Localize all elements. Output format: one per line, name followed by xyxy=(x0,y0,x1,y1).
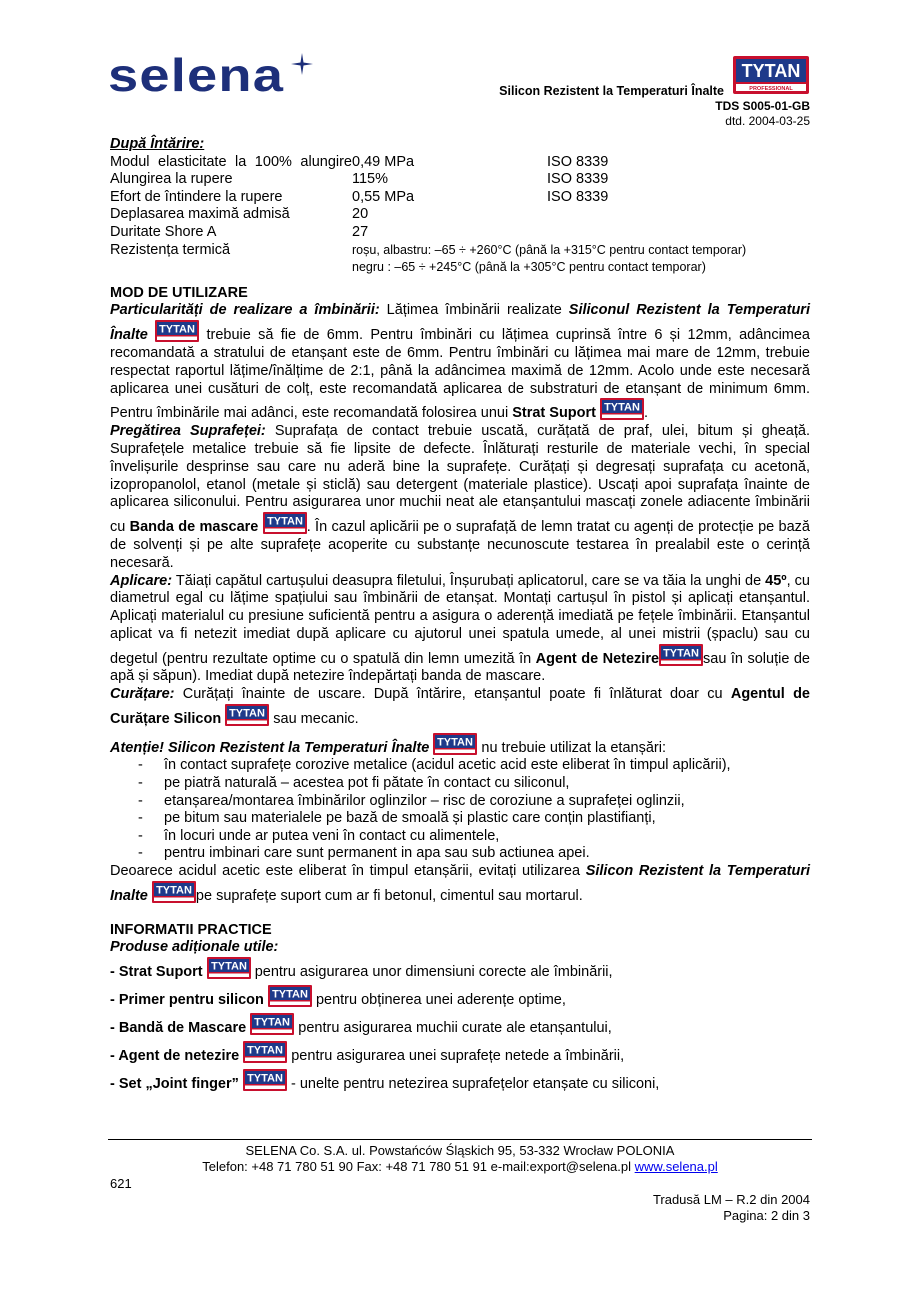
thermal-line-2: negru : –65 ÷ +245°C (până la +305°C pentru contact temporar) xyxy=(352,260,706,275)
practical-subheading: Produse adiționale utile: xyxy=(110,939,279,956)
apply-paragraph xyxy=(110,573,810,687)
warning-text: nu trebuie utilizat la etanșări: xyxy=(477,739,666,756)
table-row xyxy=(110,224,810,242)
apply-text-1: Tăiați capătul cartușului deasupra filetului, Înșurubați aplicatorul, care se va tăia la unghi de xyxy=(172,572,766,589)
prep-label: Pregătirea Suprafeței: xyxy=(110,423,266,440)
product-desc: pentru obținerea unei aderențe optime, xyxy=(311,991,566,1008)
page-number: Pagina: 2 din 3 xyxy=(723,1208,810,1223)
warning-label: Atenție! Silicon Rezistent la Temperaturi Înalte xyxy=(110,739,430,756)
footer-contact xyxy=(0,1159,920,1174)
clean-text-2: sau mecanic. xyxy=(269,711,359,728)
property-value: 115% xyxy=(352,171,389,188)
footer-company: SELENA Co. S.A. ul. Powstańców Śląskich 95, 53-332 Wrocław POLONIA xyxy=(245,1143,675,1158)
property-standard: ISO 8339 xyxy=(547,153,609,170)
document-date: dtd. 2004-03-25 xyxy=(725,114,810,128)
property-name: Deplasarea maximă admisă xyxy=(110,206,290,223)
tytan-logo-text: TYTAN xyxy=(741,61,801,81)
product-item xyxy=(110,1069,810,1097)
property-value: 0,49 MPa xyxy=(352,153,415,170)
product-desc: - unelte pentru netezirea suprafețelor etanșate cu siliconi, xyxy=(286,1075,660,1092)
joint-text-3: . xyxy=(644,405,649,422)
tytan-icon xyxy=(250,1013,294,1035)
property-name: Efort de întindere la rupere xyxy=(110,188,283,205)
selena-logo xyxy=(108,49,285,101)
apply-agent: Agent de Netezire xyxy=(535,650,660,667)
product-name: - Agent de netezire xyxy=(110,1047,240,1064)
property-value: 0,55 MPa xyxy=(352,188,415,205)
tytan-logo xyxy=(733,56,809,94)
property-value: 20 xyxy=(352,206,369,223)
product-item xyxy=(110,985,810,1013)
tytan-icon xyxy=(225,704,269,726)
joint-text-1: Lățimea îmbinării realizate xyxy=(379,302,569,319)
list-item: - etanșarea/montarea îmbinărilor oglinzilor – risc de coroziune a suprafeței oglinzii, xyxy=(110,793,810,811)
product-name: - Strat Suport xyxy=(110,963,203,980)
prep-paragraph xyxy=(110,423,810,572)
table-row xyxy=(110,242,810,277)
page-code: 621 xyxy=(110,1176,132,1191)
acid-text-1: Deoarece acidul acetic este eliberat în timpul etanșării, evitați utilizarea xyxy=(110,863,586,880)
clean-label: Curățare: xyxy=(110,686,175,703)
list-item: - pe piatră naturală – acestea pot fi pătate în contact cu siliconul, xyxy=(110,775,810,793)
footer-contact-text: Telefon: +48 71 780 51 90 Fax: +48 71 780 51 91 e-mail:export@selena.pl xyxy=(202,1159,635,1174)
joint-strat: Strat Suport xyxy=(512,405,596,422)
joint-paragraph xyxy=(110,302,810,423)
product-item xyxy=(110,1041,810,1069)
tds-code: TDS S005-01-GB xyxy=(715,99,810,113)
warning-list xyxy=(110,757,810,863)
product-item xyxy=(110,1013,810,1041)
property-value: 27 xyxy=(352,223,369,240)
usage-heading: MOD DE UTILIZARE xyxy=(110,284,248,301)
product-desc: pentru asigurarea muchii curate ale etanșantului, xyxy=(294,1019,612,1036)
list-item: - pe bitum sau materialele pe bază de smoală și plastic care conțin plastifianți, xyxy=(110,810,810,828)
star-icon xyxy=(290,52,314,76)
tytan-icon xyxy=(263,512,307,534)
clean-text-1: Curățați înainte de uscare. După întărire, etanșantul poate fi înlăturat doar cu xyxy=(174,686,731,703)
properties-table xyxy=(110,154,810,277)
joint-label: Particularități de realizare a îmbinării: xyxy=(110,302,380,319)
acid-paragraph xyxy=(110,863,810,906)
acid-text-2: pe suprafețe suport cum ar fi betonul, cimentul sau mortarul. xyxy=(195,887,583,904)
apply-text-2: , cu diametrul egal cu lățime spațiului sau îmbinării de etanșat. Montați cartușul în pistol și aplicați etanșantul. Aplicați materialul cu presiune suficientă pentru a asigura o aderență imediată pe fețele îmbinării. Etanșantul aplicat va fi netezit imediat după aplicare cu ajutorul unei spatula umede, al unei mistrii (șpaclu) sau cu degetul (pentru rezultate optime cu o spatulă din lemn umezită în xyxy=(110,572,810,667)
list-item: - în contact suprafețe corozive metalice (acidul acetic acid este eliberat în timpul aplicării), xyxy=(110,757,810,775)
tytan-icon xyxy=(268,985,312,1007)
prep-banda: Banda de mascare xyxy=(129,519,259,536)
property-standard xyxy=(547,224,810,242)
property-standard: ISO 8339 xyxy=(547,171,609,188)
apply-text-3: sau în soluție de apă și săpun). Imediat după netezire îndepărtați banda de mascare. xyxy=(110,650,810,685)
content xyxy=(110,136,810,1097)
tytan-icon xyxy=(600,398,644,420)
table-row xyxy=(110,171,810,189)
tytan-icon xyxy=(155,320,199,342)
selena-wordmark: selena xyxy=(108,49,285,101)
practical-heading: INFORMATII PRACTICE xyxy=(110,921,272,938)
apply-label: Aplicare: xyxy=(110,572,173,589)
table-row xyxy=(110,154,810,172)
thermal-line-1: roșu, albastru: –65 ÷ +260°C (până la +315°C pentru contact temporar) xyxy=(352,242,747,257)
property-name: Rezistența termică xyxy=(110,241,231,258)
warning-paragraph xyxy=(110,733,810,758)
property-name: Alungirea la rupere xyxy=(110,171,233,188)
translation-note: Tradusă LM – R.2 din 2004 xyxy=(652,1192,810,1207)
acid-product: Silicon Rezistent la Temperaturi Inalte xyxy=(110,863,811,904)
tytan-icon xyxy=(659,644,703,666)
after-curing-heading: După Întărire: xyxy=(110,136,205,152)
property-standard xyxy=(547,206,810,224)
product-name: - Bandă de Mascare xyxy=(110,1019,247,1036)
list-item: - pentru imbinari care sunt permanent in apa sau sub actiunea apei. xyxy=(110,845,810,863)
list-item: - în locuri unde ar putea veni în contact cu alimentele, xyxy=(110,828,810,846)
prep-text-1: Suprafața de contact trebuie uscată, curățată de praf, ulei, bitum și gheață. Suprafețele metalice trebuie să fie lipsite de defecte. Înlăturați resturile de materiale vechi, în special învelișurile desprinse sau care nu aderă bine la suprafețe. Curățați și degresați suprafața cu acetonă, izopropanolol, etanol (metale și sticlă) sau detergent (materiale plastice). Uscați apoi suprafața înainte de aplicarea siliconului. Pentru asigurarea unor muchii neat ale etanșantului mascați zonele adiacente îmbinării cu xyxy=(110,423,810,536)
footer-divider xyxy=(108,1139,812,1140)
tytan-logo-subtext: PROFESSIONAL xyxy=(749,86,793,92)
clean-agent: Agentul de Curățare Silicon xyxy=(110,686,810,728)
table-row xyxy=(110,206,810,224)
thermal-values xyxy=(352,242,810,277)
apply-angle: 45º xyxy=(765,572,787,589)
joint-text-2: trebuie să fie de 6mm. Pentru îmbinări cu lățimea cuprinsă între 6 și 12mm, adâncimea recomandată a stratului de etanșant este de 6mm. Pentru îmbinări cu lățimea mai mare de 12mm, trebuie respectat raportul lățime/înălțime de 2:1, până la adâncimea maximă de 12mm. Acolo unde este necesară aplicarea unei cusături de colț, este recomandată aplicarea de substraturi de etanșant de minimum 6mm. Pentru îmbinările mai adânci, este recomandată folosirea unui xyxy=(110,327,811,422)
product-name: - Set „Joint finger” xyxy=(110,1075,239,1092)
property-standard: ISO 8339 xyxy=(547,188,609,205)
product-desc: pentru asigurarea unor dimensiuni corecte ale îmbinării, xyxy=(250,963,613,980)
table-row xyxy=(110,189,810,207)
property-name: Duritate Shore A xyxy=(110,223,217,240)
product-desc: pentru asigurarea unei suprafețe netede a îmbinării, xyxy=(287,1047,625,1064)
tytan-icon xyxy=(433,733,477,755)
tytan-icon xyxy=(243,1069,287,1091)
tytan-icon xyxy=(152,881,196,903)
document-title: Silicon Rezistent la Temperaturi Înalte xyxy=(499,84,724,98)
tytan-icon xyxy=(243,1041,287,1063)
property-name: Modul elasticitate la 100% alungire xyxy=(110,153,352,170)
website-link[interactable]: www.selena.pl xyxy=(634,1159,718,1174)
prep-text-2: . În cazul aplicării pe o suprafață de lemn tratat cu agenți de protecție pe bază de solvenți și pe alte suprafețe acoperite cu substanțe necunoscute testarea în prealabil este o cerință necesară. xyxy=(110,519,810,571)
product-item xyxy=(110,957,810,985)
tytan-icon xyxy=(207,957,251,979)
clean-paragraph xyxy=(110,686,810,729)
joint-product: Siliconul Rezistent la Temperaturi Înalte xyxy=(110,302,810,344)
product-name: - Primer pentru silicon xyxy=(110,991,264,1008)
